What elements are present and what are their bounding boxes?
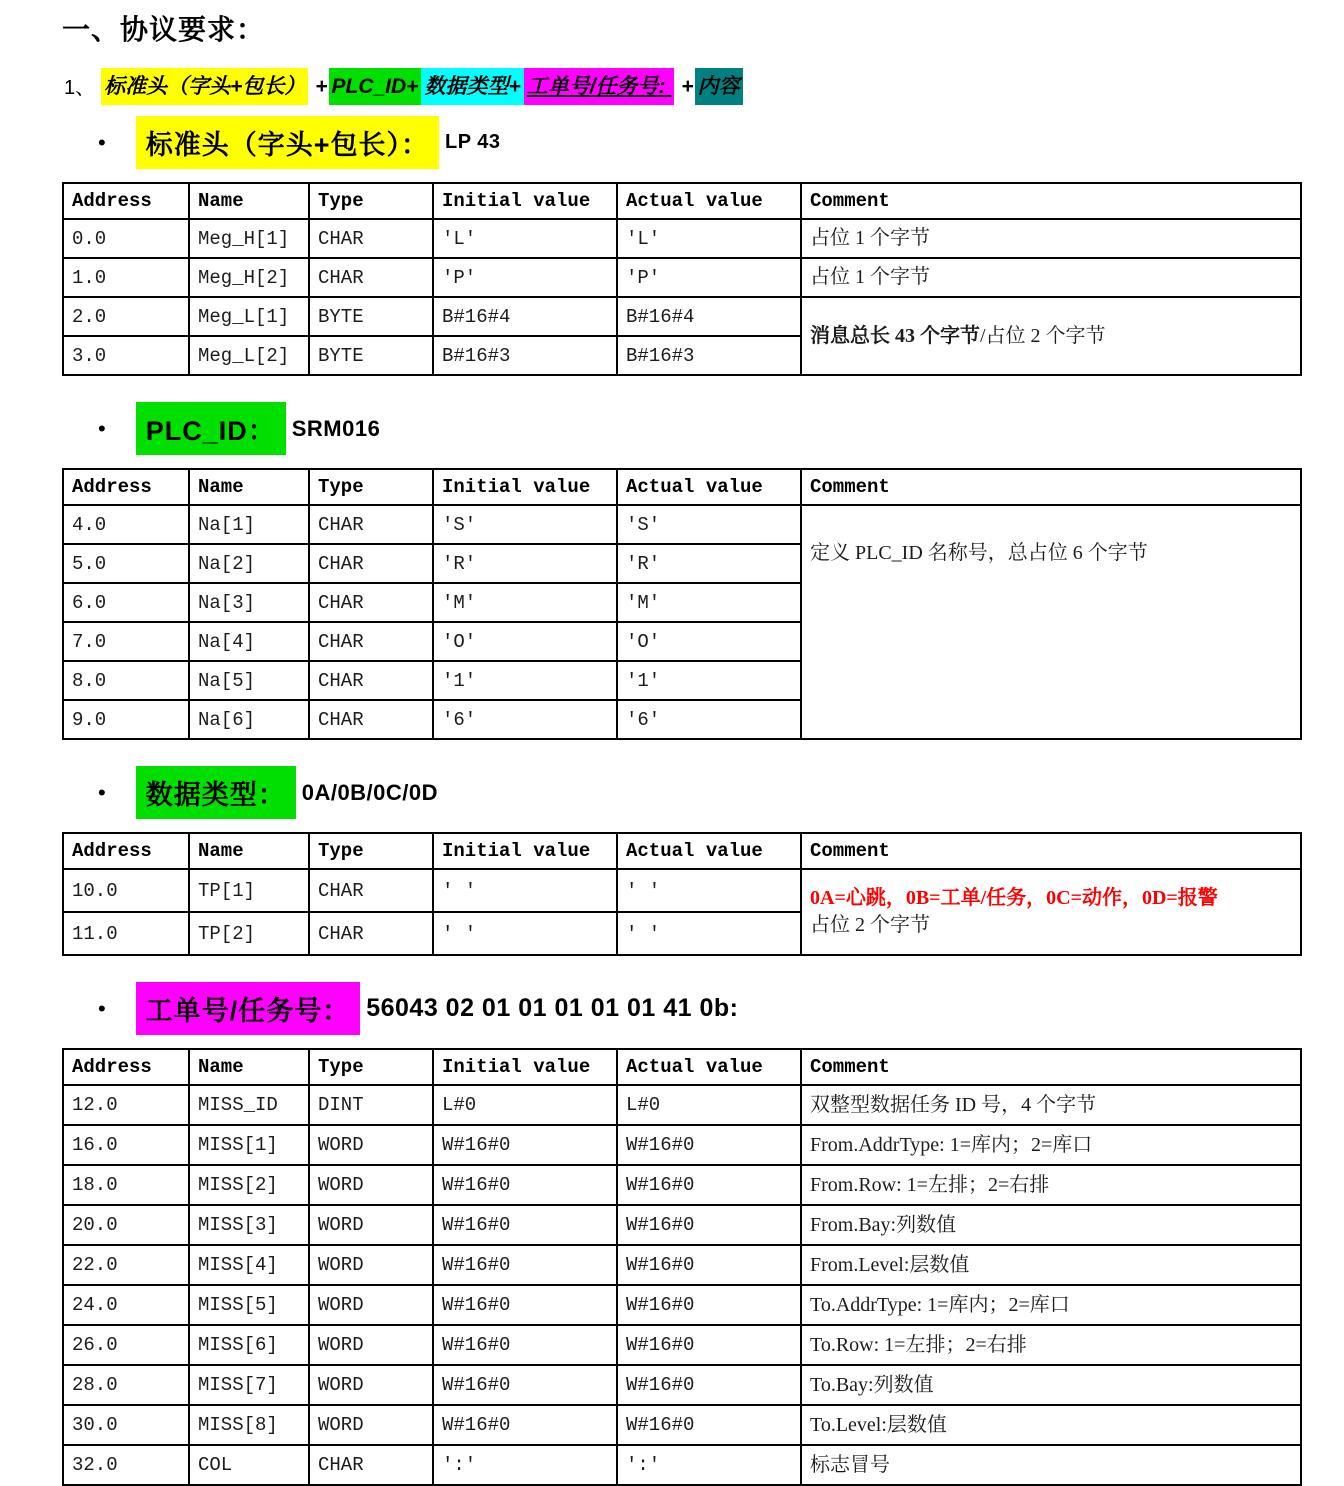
- table-cell: 8.0: [63, 661, 189, 700]
- protocol-formula-line: [64, 70, 1344, 100]
- table-row: [63, 1365, 1301, 1405]
- comment-text-run: To.Bay:列数值: [810, 1373, 934, 1396]
- formula-plus-text: +: [675, 75, 694, 98]
- page-title: 一、协议要求：: [62, 14, 266, 45]
- table-cell: W#16#0: [617, 1205, 801, 1245]
- table-cell: 11.0: [63, 912, 189, 955]
- bullet-value: SRM016: [291, 415, 381, 441]
- section-work-order: [0, 982, 1344, 1486]
- column-header: Initial value: [433, 183, 617, 219]
- spec-table-work-order: [62, 1048, 1302, 1486]
- comment-line: [810, 1132, 1292, 1159]
- table-cell: '1': [617, 661, 801, 700]
- bullet-item: [98, 766, 1344, 819]
- column-header: Comment: [801, 1049, 1301, 1085]
- table-cell: WORD: [309, 1285, 433, 1325]
- comment-cell: [801, 219, 1301, 258]
- table-cell: MISS[5]: [189, 1285, 309, 1325]
- comment-cell: [801, 1165, 1301, 1205]
- column-header: Type: [309, 469, 433, 505]
- comment-text-run: To.Level:层数值: [810, 1413, 947, 1436]
- table-cell: W#16#0: [433, 1325, 617, 1365]
- column-header: Comment: [801, 833, 1301, 869]
- column-header: Address: [63, 833, 189, 869]
- comment-text-run: 定义 PLC_ID 名称号，总占位 6 个字节: [810, 542, 1148, 564]
- bullet-value: LP 43: [444, 131, 501, 153]
- comment-text-run: /占位 2 个字节: [980, 324, 1106, 347]
- comment-text-run: 0A=心跳，0B=工单/任务，0C=动作，0D=报警: [810, 887, 1218, 909]
- table-cell: B#16#3: [433, 336, 617, 375]
- table-cell: Na[6]: [189, 700, 309, 739]
- table-row: [63, 1285, 1301, 1325]
- column-header: Address: [63, 1049, 189, 1085]
- comment-line: [810, 1452, 1292, 1479]
- table-cell: 9.0: [63, 700, 189, 739]
- comment-text-run: To.Row: 1=左排；2=右排: [810, 1333, 1027, 1356]
- column-header: Actual value: [617, 833, 801, 869]
- table-cell: '1': [433, 661, 617, 700]
- table-cell: W#16#0: [433, 1125, 617, 1165]
- table-cell: 4.0: [63, 505, 189, 544]
- bullet-label: PLC_ID：: [136, 402, 286, 455]
- table-cell: ' ': [617, 912, 801, 955]
- bullet-item: [98, 982, 1344, 1035]
- spec-table-standard-header: [62, 182, 1302, 376]
- comment-line: [810, 323, 1292, 350]
- column-header: Actual value: [617, 469, 801, 505]
- table-cell: 7.0: [63, 622, 189, 661]
- table-cell: Na[3]: [189, 583, 309, 622]
- column-header: Comment: [801, 183, 1301, 219]
- table-cell: 'M': [617, 583, 801, 622]
- table-cell: CHAR: [309, 583, 433, 622]
- table-cell: ':': [617, 1445, 801, 1485]
- table-cell: 'S': [617, 505, 801, 544]
- column-header: Type: [309, 833, 433, 869]
- table-cell: 24.0: [63, 1285, 189, 1325]
- list-number: 1、: [64, 76, 96, 99]
- bullet-label: 工单号/任务号：: [136, 982, 361, 1035]
- table-cell: 20.0: [63, 1205, 189, 1245]
- comment-text-run: 双整型数据任务 ID 号，4 个字节: [810, 1093, 1097, 1116]
- formula-highlight-segment: 标准头（字头+包长）: [101, 68, 308, 105]
- comment-text-run: From.Bay:列数值: [810, 1213, 957, 1236]
- table-row: [63, 1085, 1301, 1125]
- table-row: [63, 1405, 1301, 1445]
- formula-highlight-segment: 工单号/任务号:: [524, 68, 675, 105]
- table-cell: CHAR: [309, 258, 433, 297]
- bullet-value: 56043 02 01 01 01 01 01 41 0b:: [366, 994, 739, 1022]
- comment-line: [810, 1292, 1292, 1319]
- table-cell: TP[1]: [189, 869, 309, 912]
- comment-cell: [801, 505, 1301, 739]
- table-cell: WORD: [309, 1165, 433, 1205]
- table-cell: WORD: [309, 1125, 433, 1165]
- column-header: Initial value: [433, 1049, 617, 1085]
- comment-text-run: From.Level:层数值: [810, 1253, 970, 1276]
- table-cell: B#16#4: [617, 297, 801, 336]
- table-cell: B#16#3: [617, 336, 801, 375]
- comment-line: [810, 885, 1292, 912]
- column-header: Type: [309, 183, 433, 219]
- comment-cell: [801, 1445, 1301, 1485]
- table-cell: MISS[1]: [189, 1125, 309, 1165]
- table-cell: 32.0: [63, 1445, 189, 1485]
- table-cell: 6.0: [63, 583, 189, 622]
- table-cell: W#16#0: [617, 1405, 801, 1445]
- table-cell: 'R': [433, 544, 617, 583]
- table-cell: Na[5]: [189, 661, 309, 700]
- comment-line: [810, 264, 1292, 291]
- table-cell: MISS_ID: [189, 1085, 309, 1125]
- table-cell: CHAR: [309, 622, 433, 661]
- table-cell: WORD: [309, 1365, 433, 1405]
- comment-line: [810, 912, 1292, 939]
- spec-table-data-type: [62, 832, 1302, 956]
- formula-highlight-segment: 数据类型+: [421, 68, 523, 105]
- column-header: Name: [189, 1049, 309, 1085]
- table-row: [63, 297, 1301, 336]
- bullet-item: [98, 402, 1344, 455]
- comment-line: [810, 1092, 1292, 1119]
- formula-segments: [101, 70, 742, 100]
- table-cell: W#16#0: [433, 1365, 617, 1405]
- bullet-label: 数据类型：: [136, 766, 296, 819]
- comment-line: [810, 225, 1292, 252]
- table-cell: CHAR: [309, 912, 433, 955]
- comment-cell: [801, 1325, 1301, 1365]
- table-cell: 'P': [617, 258, 801, 297]
- comment-text-run: 占位 1 个字节: [810, 266, 930, 288]
- table-cell: L#0: [433, 1085, 617, 1125]
- table-row: [63, 1445, 1301, 1485]
- comment-line: [810, 1372, 1292, 1399]
- table-cell: BYTE: [309, 336, 433, 375]
- table-cell: 18.0: [63, 1165, 189, 1205]
- table-cell: CHAR: [309, 219, 433, 258]
- table-cell: 'R': [617, 544, 801, 583]
- table-cell: Meg_L[1]: [189, 297, 309, 336]
- column-header: Type: [309, 1049, 433, 1085]
- bullet-item: [98, 116, 1344, 169]
- comment-text-run: 消息总长 43 个字节: [810, 324, 980, 347]
- table-cell: 22.0: [63, 1245, 189, 1285]
- table-cell: ' ': [617, 869, 801, 912]
- sections-container: [0, 116, 1344, 1486]
- table-cell: W#16#0: [617, 1325, 801, 1365]
- table-cell: 'P': [433, 258, 617, 297]
- comment-text-run: 标志冒号: [810, 1453, 890, 1476]
- table-cell: 'S': [433, 505, 617, 544]
- table-cell: 3.0: [63, 336, 189, 375]
- table-cell: CHAR: [309, 505, 433, 544]
- comment-line: [810, 1332, 1292, 1359]
- column-header: Name: [189, 183, 309, 219]
- comment-line: [810, 1252, 1292, 1279]
- table-cell: W#16#0: [617, 1245, 801, 1285]
- table-row: [63, 505, 1301, 544]
- comment-text-run: From.AddrType: 1=库内；2=库口: [810, 1133, 1093, 1156]
- table-cell: WORD: [309, 1205, 433, 1245]
- table-cell: 'L': [617, 219, 801, 258]
- section-plc-id: [0, 402, 1344, 740]
- table-row: [63, 219, 1301, 258]
- comment-line: [810, 1412, 1292, 1439]
- column-header: Name: [189, 833, 309, 869]
- bullet-icon: •: [98, 415, 106, 441]
- comment-cell: [801, 1205, 1301, 1245]
- table-cell: DINT: [309, 1085, 433, 1125]
- table-cell: 28.0: [63, 1365, 189, 1405]
- table-cell: '6': [433, 700, 617, 739]
- table-cell: 10.0: [63, 869, 189, 912]
- table-cell: 12.0: [63, 1085, 189, 1125]
- comment-text-run: 占位 2 个字节: [810, 914, 930, 936]
- table-cell: Meg_L[2]: [189, 336, 309, 375]
- table-cell: MISS[7]: [189, 1365, 309, 1405]
- table-cell: W#16#0: [433, 1285, 617, 1325]
- header-row: [63, 183, 1301, 219]
- table-cell: W#16#0: [617, 1285, 801, 1325]
- section-standard-header: [0, 116, 1344, 376]
- table-cell: BYTE: [309, 297, 433, 336]
- table-cell: WORD: [309, 1405, 433, 1445]
- table-cell: L#0: [617, 1085, 801, 1125]
- table-cell: CHAR: [309, 661, 433, 700]
- comment-text-run: 占位 1 个字节: [810, 227, 930, 249]
- table-row: [63, 869, 1301, 912]
- table-row: [63, 1125, 1301, 1165]
- table-cell: '6': [617, 700, 801, 739]
- table-row: [63, 258, 1301, 297]
- comment-cell: [801, 258, 1301, 297]
- table-cell: 30.0: [63, 1405, 189, 1445]
- comment-cell: [801, 297, 1301, 375]
- bullet-icon: •: [98, 129, 106, 155]
- comment-cell: [801, 1365, 1301, 1405]
- formula-highlight-segment: PLC_ID+: [329, 68, 422, 105]
- comment-line: [810, 1172, 1292, 1199]
- table-cell: CHAR: [309, 869, 433, 912]
- comment-cell: [801, 1405, 1301, 1445]
- formula-plus-text: +: [309, 75, 328, 98]
- table-cell: COL: [189, 1445, 309, 1485]
- table-row: [63, 1325, 1301, 1365]
- column-header: Address: [63, 469, 189, 505]
- section-data-type: [0, 766, 1344, 956]
- comment-line: [810, 1212, 1292, 1239]
- column-header: Initial value: [433, 833, 617, 869]
- table-cell: ':': [433, 1445, 617, 1485]
- table-cell: CHAR: [309, 1445, 433, 1485]
- comment-cell: [801, 1085, 1301, 1125]
- table-cell: 1.0: [63, 258, 189, 297]
- header-row: [63, 833, 1301, 869]
- table-row: [63, 1245, 1301, 1285]
- document-page: [0, 8, 1344, 1476]
- table-cell: W#16#0: [617, 1165, 801, 1205]
- table-cell: MISS[3]: [189, 1205, 309, 1245]
- column-header: Initial value: [433, 469, 617, 505]
- header-row: [63, 1049, 1301, 1085]
- table-cell: TP[2]: [189, 912, 309, 955]
- table-cell: WORD: [309, 1325, 433, 1365]
- table-cell: 5.0: [63, 544, 189, 583]
- header-row: [63, 469, 1301, 505]
- table-cell: 26.0: [63, 1325, 189, 1365]
- table-cell: Meg_H[1]: [189, 219, 309, 258]
- table-cell: W#16#0: [433, 1165, 617, 1205]
- table-cell: W#16#0: [433, 1205, 617, 1245]
- table-cell: Na[4]: [189, 622, 309, 661]
- column-header: Address: [63, 183, 189, 219]
- column-header: Actual value: [617, 1049, 801, 1085]
- column-header: Actual value: [617, 183, 801, 219]
- column-header: Comment: [801, 469, 1301, 505]
- table-cell: 16.0: [63, 1125, 189, 1165]
- table-cell: 0.0: [63, 219, 189, 258]
- comment-cell: [801, 1245, 1301, 1285]
- table-row: [63, 1205, 1301, 1245]
- table-cell: 'M': [433, 583, 617, 622]
- table-row: [63, 1165, 1301, 1205]
- table-cell: Meg_H[2]: [189, 258, 309, 297]
- table-cell: MISS[4]: [189, 1245, 309, 1285]
- table-cell: MISS[2]: [189, 1165, 309, 1205]
- table-cell: 2.0: [63, 297, 189, 336]
- table-cell: ' ': [433, 869, 617, 912]
- comment-text-run: To.AddrType: 1=库内；2=库口: [810, 1293, 1070, 1316]
- comment-line: [810, 540, 1292, 567]
- column-header: Name: [189, 469, 309, 505]
- table-cell: B#16#4: [433, 297, 617, 336]
- comment-text-run: From.Row: 1=左排；2=右排: [810, 1173, 1050, 1196]
- bullet-label: 标准头（字头+包长）：: [136, 116, 439, 169]
- table-cell: Na[1]: [189, 505, 309, 544]
- table-cell: ' ': [433, 912, 617, 955]
- bullet-icon: •: [98, 995, 106, 1021]
- table-cell: CHAR: [309, 544, 433, 583]
- bullet-value: 0A/0B/0C/0D: [301, 779, 439, 805]
- formula-highlight-segment: 内容: [695, 68, 743, 105]
- table-cell: 'O': [433, 622, 617, 661]
- table-cell: 'O': [617, 622, 801, 661]
- table-cell: W#16#0: [617, 1125, 801, 1165]
- table-cell: MISS[8]: [189, 1405, 309, 1445]
- table-cell: CHAR: [309, 700, 433, 739]
- spec-table-plc-id: [62, 468, 1302, 740]
- comment-cell: [801, 1125, 1301, 1165]
- comment-cell: [801, 869, 1301, 955]
- table-cell: W#16#0: [617, 1365, 801, 1405]
- table-cell: W#16#0: [433, 1405, 617, 1445]
- bullet-icon: •: [98, 779, 106, 805]
- table-cell: 'L': [433, 219, 617, 258]
- table-cell: MISS[6]: [189, 1325, 309, 1365]
- table-cell: Na[2]: [189, 544, 309, 583]
- comment-cell: [801, 1285, 1301, 1325]
- table-cell: WORD: [309, 1245, 433, 1285]
- table-cell: W#16#0: [433, 1245, 617, 1285]
